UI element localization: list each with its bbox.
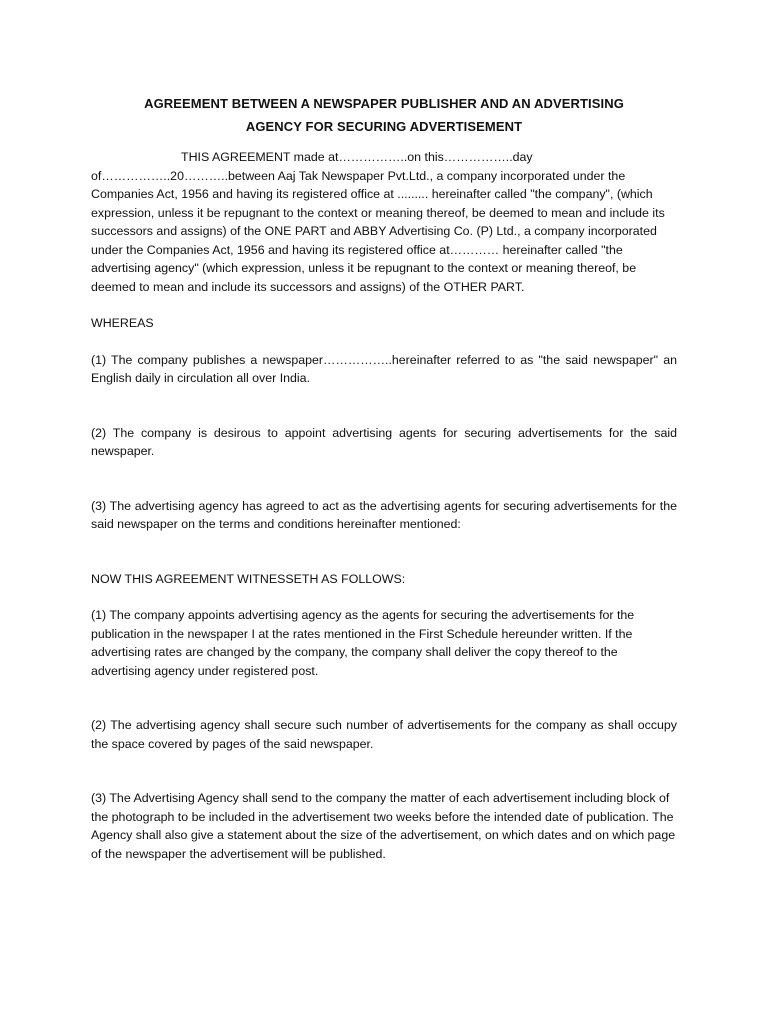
clause-2: (2) The advertising agency shall secure such number of advertisements for the company as shall occupy the space covered by pages of the said newspaper. (91, 718, 677, 751)
preamble-paragraph: THIS AGREEMENT made at……………..on this……………..day of……………..20………..between Aaj Tak Newspaper Pvt.Ltd., a company incorporated under the Companies Act, 1956 and having its registered office at ......... hereinafter called "the company", (which expression, unless it be repugnant to the context or meaning thereof, be deemed to mean and include its successors and assigns) of the ONE PART and ABBY Advertising Co. (P) Ltd., a company incorporated under the Companies Act, 1956 and having its registered office at………… hereinafter called "the advertising agency" (which expression, unless it be repugnant to the context or meaning thereof, be deemed to mean and include its successors and assigns) of the OTHER PART. (91, 150, 665, 294)
document-title-line-2: AGENCY FOR SECURING ADVERTISEMENT (245, 119, 523, 134)
clause-1: (1) The company appoints advertising agency as the agents for securing the advertisements for the publication in the newspaper I at the rates mentioned in the First Schedule hereunder written. If the advertising rates are changed by the company, the company shall deliver the copy thereof to the advertising agency under registered post. (91, 608, 635, 678)
document-page (91, 92, 677, 863)
whereas-heading: WHEREAS (91, 316, 154, 330)
recital-3: (3) The advertising agency has agreed to act as the advertising agents for securing advertisements for the said newspaper on the terms and conditions hereinafter mentioned: (91, 498, 677, 531)
witnesseth-heading: NOW THIS AGREEMENT WITNESSETH AS FOLLOWS: (91, 571, 406, 586)
clause-3: (3) The Advertising Agency shall send to the company the matter of each advertisement including block of the photograph to be included in the advertisement two weeks before the intended date of publication. The Agency shall also give a statement about the size of the advertisement, on which dates and on which page of the newspaper the advertisement will be published. (91, 791, 676, 861)
document-title-line-1: AGREEMENT BETWEEN A NEWSPAPER PUBLISHER AND AN ADVERTISING (144, 96, 624, 111)
recital-2: (2) The company is desirous to appoint advertising agents for securing advertisements for the said newspaper. (91, 425, 677, 458)
recital-1: (1) The company publishes a newspaper……………..hereinafter referred to as "the said newspaper" an English daily in circulation all over India. (91, 352, 677, 385)
